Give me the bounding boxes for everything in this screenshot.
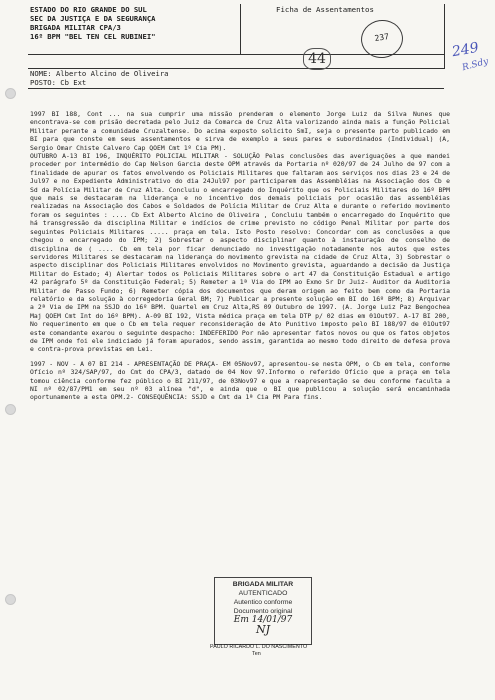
page-box-number: 44: [303, 48, 331, 70]
post-line: POSTO: Cb Ext: [30, 77, 87, 87]
record-entry: 1997 - NOV - A 07 BI 214 - APRESENTAÇÃO DE PRAÇA- EM 05Nov97, apresentou-se nesta OPM, o Cb em tela, conforme Ofício nº 324/SAP/97, do Cmt do CPA/3, datado de 04 Nov 97.Informo o referido Ofício que a praça em tela tomou ciência conforme fez público o BI 211/97, de 03Nov97 e que a reapresentação se deu conforme faculta a NI nº 02/87/PM1 em seu nº 03 alínea "d", e ainda que o BI que publicou a solução será encaminhada oportunamente a esta OPM.2- CONSEQUÊNCIA: SSJD e Cmt da 1ª Cia PM Para fins.: [30, 359, 454, 402]
stamp-date: Em 14/01/97: [233, 615, 293, 625]
identification-rule: [28, 88, 444, 89]
header-line: BRIGADA MILITAR CPA/3: [30, 22, 121, 32]
stamp-signature: NJ: [255, 623, 271, 636]
header-divider: [240, 4, 241, 54]
authentication-stamp: [214, 577, 312, 645]
punch-hole: [5, 594, 16, 605]
handwritten-initials: R.Sdy: [461, 56, 490, 74]
header-line: SEC DA JUSTIÇA E DA SEGURANÇA: [30, 13, 156, 23]
header-line: 16º BPM "BEL TEN CEL RUBINEI": [30, 31, 156, 41]
stamp-label: AUTENTICADO: [238, 590, 288, 597]
stamp-org: BRIGADA MILITAR: [232, 581, 294, 588]
record-entry: 1997 BI 188, Cont ... na sua cumprir uma missão prenderam o elemento Jorge Luiz da Silva Nunes que encontrava-se com prisão decretada pelo Juiz da Comarca de Cruz Alta valorizando ainda mais a função Policial Militar perante a comunidade Cruzaltense. Do acima exposto solicito SmI, seja o presente parto publicado em BI para que conste em seus assentamentos e sirva de exemplo a seus pares e subordinados (Individual) (A, Sergio Omar Chiste Calvero Cap QOEM Cmt 1º Cia PM).: [30, 110, 454, 152]
form-title: Ficha de Assentamentos: [276, 5, 374, 14]
header-institution: [30, 6, 238, 42]
stamp-text-2: Documento original: [233, 608, 293, 615]
stamp-text-1: Autentico conforme: [233, 599, 293, 606]
record-entries: [30, 110, 454, 402]
signer-name: PAULO RICARDO L. DO NASCIMENTO: [210, 644, 308, 650]
signer-role: Ten: [252, 651, 261, 657]
record-entry: OUTUBRO A-13 BI 196, INQUÉRITO POLICIAL MILITAR - SOLUÇÃO Pelas conclusões das averiguações a que mandei proceder por intermédio do Cap Nelson Garcia deste OPM através da Portaria nº 020/97 de 24 Julho de 97 com a finalidade de apurar os fatos envolvendo os Policiais Militares que faltaram aos serviços nos dias 23 e 24 de Jul97 e no Expediente Administrativo do dia 24Jul97 por participarem das Assembléias na Associação dos Cb e Sd da Polícia Militar de Cruz Alta. Concluiu o encarregado do Inquérito que os Policiais Militares do 16º BPM que mais se destacaram na liderança e no incentivo dos demais policiais por ocasião das assembléias realizadas na Associação dos Cabos e Soldados de Polícia Militar de Cruz Alta e durante o referido movimento foram os seguintes : .... Cb Ext Alberto Alcino de Oliveira , Concluiu também o encarregado do Inquérito que há transgressão da disciplina Militar e indícios de crime previsto no código Penal Militar por parte dos seguintes Policiais Militares ..... praça em tela. Isto Posto resolvo: Concordar com as conclusões a que chegou o encarregado do IPM; 2) Sobrestar o aspecto disciplinar quanto à instauração de conselho de disciplina de ( .... Cb em tela por ficar denunciado no investigação notadamente nos autos que estes servidores Militares se destacaram na liderança do movimento grevista na cidade de Cruz Alta, 3) Sobrestar o aspecto disciplinar dos Policiais Militares envolvidos no Movimento grevista, aguardando a decisão da Justiça Militar do Estado; 4) Alertar todos os Policiais Militares sobre o art 47 da Constituição Estadual e artigo 42 parágrafo 5º da Constituição Federal; 5) Remeter a 1ª Via do IPM ao Exmo Sr Dr Juiz- Auditor da Auditoria Militar de Passo Fundo; 6) Remeter cópia dos documentos que deram origem ao feito bem como da Portaria relatório e da solução à corregedoria Geral BM; 7) Publicar a presente solução em BI do 16º BPM; 8) Arquivar a 2ª Via de IPM na SSJD do 16º BPM. Quartel em Cruz Alta,RS 09 Outubro de 1997. (A. Jorge Luiz Paz Bengochea Maj QOEM Cmt Int do 16º BPM). A-09 BI 192, Vista médica praça em tela DTP p/ 02 dias em 01Out97. A-17 BI 200, No requerimento em que o Cb em tela requer reconsideração de Ato Punitivo imposto pelo BI 188/97 de 01Out97 este comandante exarou o seguinte despacho: INDEFERIDO Por não apresentar fatos novos ou que os fatos objetos de IPM onde foi ele indiciado já foram apurados, sendo assim, garantida ao mesmo todo direito de defesa prova e contra-prova previstas em Lei.: [30, 152, 454, 354]
identification-block: [30, 70, 168, 88]
punch-hole: [5, 404, 16, 415]
round-stamp: 237: [359, 17, 406, 60]
header-line: ESTADO DO RIO GRANDE DO SUL: [30, 5, 147, 14]
handwritten-page-number: 249: [450, 39, 480, 61]
punch-hole: [5, 88, 16, 99]
name-line: NOME: Alberto Alcino de Oliveira: [30, 69, 169, 78]
